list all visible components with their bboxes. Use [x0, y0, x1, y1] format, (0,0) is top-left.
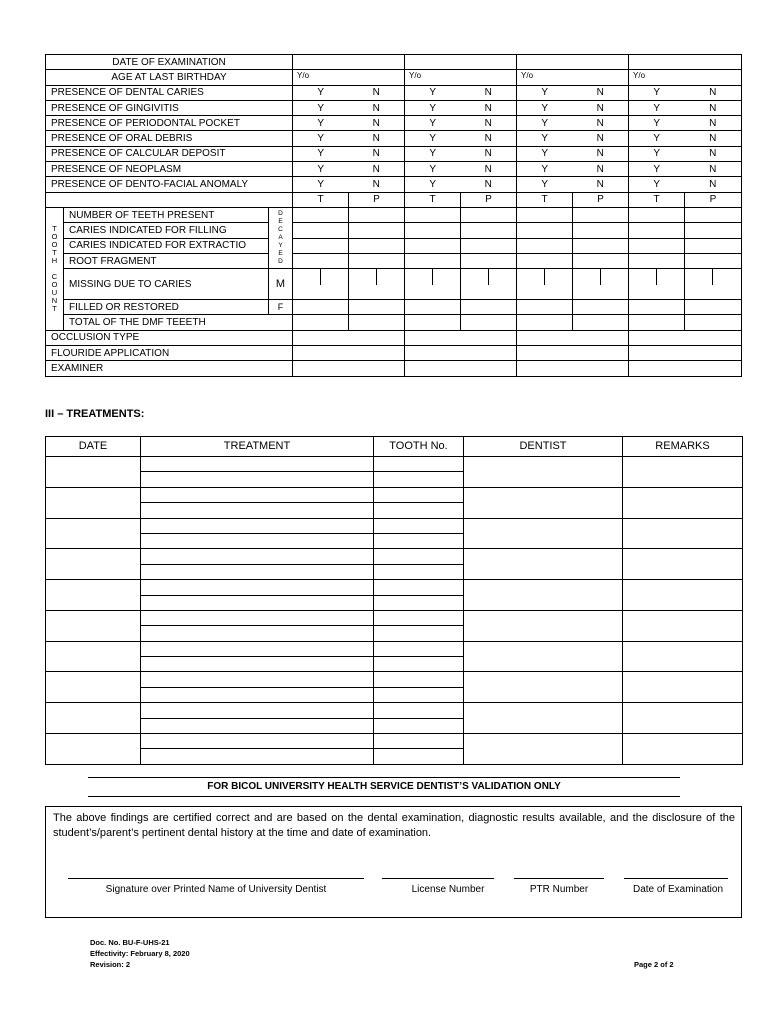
permanent-header: P [685, 192, 742, 207]
bottom-row-label: FLOURIDE APPLICATION [46, 346, 293, 361]
temporary-header: T [293, 192, 349, 207]
date-field[interactable] [629, 55, 742, 70]
no-option[interactable]: N [349, 131, 405, 146]
remarks-cell[interactable] [623, 549, 743, 580]
no-option[interactable]: N [685, 85, 742, 100]
tooth-count-row [46, 238, 742, 253]
treatment-date-cell[interactable] [46, 487, 141, 518]
total-count-cell[interactable] [573, 315, 629, 330]
total-count-cell[interactable] [293, 315, 349, 330]
dental-exam-table [45, 54, 742, 377]
count-cell[interactable] [629, 223, 685, 238]
count-cell[interactable] [629, 238, 685, 253]
dentist-cell[interactable] [464, 580, 623, 611]
tooth-count-row [46, 223, 742, 238]
missing-count-cell[interactable] [293, 269, 349, 300]
presence-label: PRESENCE OF GINGIVITIS [46, 100, 293, 115]
tooth-number-cell[interactable] [374, 533, 464, 548]
total-count-cell[interactable] [685, 315, 742, 330]
count-cell[interactable] [349, 253, 405, 268]
no-option[interactable]: N [685, 146, 742, 161]
no-option[interactable]: N [573, 162, 629, 177]
remarks-cell[interactable] [623, 487, 743, 518]
treatment-cell[interactable] [141, 595, 374, 610]
treatment-row [46, 610, 743, 625]
bottom-row-field[interactable] [629, 330, 742, 345]
remarks-cell[interactable] [623, 641, 743, 672]
tooth-number-cell[interactable] [374, 734, 464, 749]
dentist-cell[interactable] [464, 641, 623, 672]
tooth-number-cell[interactable] [374, 518, 464, 533]
filled-code: F [269, 300, 293, 315]
filled-count-cell[interactable] [405, 300, 461, 315]
count-cell[interactable] [573, 253, 629, 268]
count-cell[interactable] [405, 238, 461, 253]
missing-count-cell[interactable] [685, 269, 742, 300]
doc-number: Doc. No. BU-F-UHS-21 [90, 938, 170, 947]
total-count-cell[interactable] [629, 315, 685, 330]
treatment-cell[interactable] [141, 472, 374, 487]
total-count-cell[interactable] [349, 315, 405, 330]
yes-option[interactable]: Y [405, 131, 461, 146]
yes-option[interactable]: Y [405, 177, 461, 192]
no-option[interactable]: N [461, 85, 517, 100]
tooth-number-cell[interactable] [374, 672, 464, 687]
no-option[interactable]: N [349, 116, 405, 131]
tooth-number-cell[interactable] [374, 657, 464, 672]
treatment-date-cell[interactable] [46, 549, 141, 580]
count-cell[interactable] [405, 207, 461, 222]
yes-option[interactable]: Y [405, 100, 461, 115]
no-option[interactable]: N [349, 85, 405, 100]
dentist-cell[interactable] [464, 487, 623, 518]
filled-count-cell[interactable] [293, 300, 349, 315]
date-field[interactable] [517, 55, 629, 70]
count-cell[interactable] [629, 253, 685, 268]
tooth-count-label: CARIES INDICATED FOR EXTRACTIO [64, 238, 269, 253]
bottom-row-field[interactable] [517, 361, 629, 376]
missing-subdivision [432, 269, 433, 285]
presence-label: PRESENCE OF CALCULAR DEPOSIT [46, 146, 293, 161]
treatment-row [46, 580, 743, 595]
yes-option[interactable]: Y [629, 85, 685, 100]
dentist-signature-label: Signature over Printed Name of University Dentist [105, 884, 327, 895]
treatment-cell[interactable] [141, 718, 374, 733]
no-option[interactable]: N [461, 131, 517, 146]
age-label: AGE AT LAST BIRTHDAY [46, 70, 293, 85]
treatment-row [46, 518, 743, 533]
tooth-number-cell[interactable] [374, 503, 464, 518]
treatment-cell[interactable] [141, 580, 374, 595]
treatment-row [46, 457, 743, 472]
remarks-cell[interactable] [623, 734, 743, 765]
treatment-date-cell[interactable] [46, 672, 141, 703]
tp-header-blank [46, 192, 293, 207]
remarks-cell[interactable] [623, 580, 743, 611]
count-cell[interactable] [461, 238, 517, 253]
age-field[interactable]: Y/o [405, 70, 517, 85]
missing-subdivision [712, 269, 713, 285]
date-of-examination-label: Date of Examination [632, 884, 724, 895]
bottom-row [46, 361, 742, 376]
dentist-cell[interactable] [464, 610, 623, 641]
bottom-row-field[interactable] [629, 346, 742, 361]
count-cell[interactable] [573, 207, 629, 222]
date-of-examination-label: DATE OF EXAMINATION [46, 55, 293, 70]
treatment-cell[interactable] [141, 749, 374, 764]
dentist-signature-line[interactable] [68, 878, 364, 879]
yes-option[interactable]: Y [405, 146, 461, 161]
tooth-count-vertical-label: T O O T H C O U N T [46, 207, 64, 330]
tooth-number-cell[interactable] [374, 472, 464, 487]
header-treatment: TREATMENT [141, 437, 374, 457]
missing-subdivision [376, 269, 377, 285]
treatments-table [45, 436, 743, 765]
treatments-title: III – TREATMENTS: [45, 408, 145, 420]
tooth-count-label: NUMBER OF TEETH PRESENT [64, 207, 269, 222]
treatment-date-cell[interactable] [46, 518, 141, 549]
bottom-row-field[interactable] [629, 361, 742, 376]
certification-statement: The above findings are certified correct and are based on the dental examination, diagnostic results available, and the disclosure of the student’s/parent’s pertinent dental history at the time and date of examination. [53, 812, 735, 839]
permanent-header: P [461, 192, 517, 207]
no-option[interactable]: N [349, 162, 405, 177]
revision: Revision: 2 [90, 960, 131, 969]
treatment-date-cell[interactable] [46, 457, 141, 488]
count-cell[interactable] [293, 238, 349, 253]
filled-count-cell[interactable] [685, 300, 742, 315]
temporary-header: T [517, 192, 573, 207]
missing-count-cell[interactable] [405, 269, 461, 300]
missing-subdivision [656, 269, 657, 285]
yes-option[interactable]: Y [517, 131, 573, 146]
filled-count-cell[interactable] [349, 300, 405, 315]
yes-option[interactable]: Y [405, 85, 461, 100]
count-cell[interactable] [629, 207, 685, 222]
presence-label: PRESENCE OF ORAL DEBRIS [46, 131, 293, 146]
no-option[interactable]: N [573, 85, 629, 100]
presence-label: PRESENCE OF DENTO-FACIAL ANOMALY [46, 177, 293, 192]
yes-option[interactable]: Y [517, 85, 573, 100]
count-cell[interactable] [685, 223, 742, 238]
ptr-number-label: PTR Number [529, 884, 589, 895]
filled-count-cell[interactable] [517, 300, 573, 315]
bottom-row [46, 346, 742, 361]
no-option[interactable]: N [685, 116, 742, 131]
header-tooth-no: TOOTH No. [374, 437, 464, 457]
tooth-count-row [46, 207, 742, 222]
count-cell[interactable] [517, 253, 573, 268]
header-date: DATE [46, 437, 141, 457]
permanent-header: P [349, 192, 405, 207]
filled-count-cell[interactable] [629, 300, 685, 315]
ptr-number-line[interactable] [514, 878, 604, 879]
treatment-cell[interactable] [141, 610, 374, 625]
effectivity: Effectivity: February 8, 2020 [90, 949, 190, 958]
dentist-cell[interactable] [464, 672, 623, 703]
total-row [46, 315, 742, 330]
tooth-number-cell[interactable] [374, 718, 464, 733]
certification-box [45, 806, 742, 918]
remarks-cell[interactable] [623, 703, 743, 734]
presence-row [46, 146, 742, 161]
no-option[interactable]: N [685, 131, 742, 146]
treatment-date-cell[interactable] [46, 734, 141, 765]
yes-option[interactable]: Y [517, 116, 573, 131]
no-option[interactable]: N [461, 116, 517, 131]
count-cell[interactable] [517, 238, 573, 253]
count-cell[interactable] [685, 253, 742, 268]
count-cell[interactable] [517, 223, 573, 238]
permanent-header: P [573, 192, 629, 207]
yes-option[interactable]: Y [293, 131, 349, 146]
age-field[interactable]: Y/o [517, 70, 629, 85]
decayed-vertical-label: D E C A Y E D [269, 207, 293, 268]
age-row [46, 70, 742, 85]
treatment-cell[interactable] [141, 533, 374, 548]
treatment-row [46, 487, 743, 502]
bottom-row-field[interactable] [517, 346, 629, 361]
treatment-cell[interactable] [141, 518, 374, 533]
count-cell[interactable] [685, 207, 742, 222]
treatment-cell[interactable] [141, 657, 374, 672]
remarks-cell[interactable] [623, 610, 743, 641]
treatment-row [46, 549, 743, 564]
bottom-row-field[interactable] [293, 330, 405, 345]
missing-count-cell[interactable] [461, 269, 517, 300]
temporary-header: T [405, 192, 461, 207]
count-cell[interactable] [293, 223, 349, 238]
date-field[interactable] [293, 55, 405, 70]
missing-subdivision [320, 269, 321, 285]
treatment-date-cell[interactable] [46, 610, 141, 641]
total-count-cell[interactable] [405, 315, 461, 330]
tp-header-row [46, 192, 742, 207]
date-of-examination-line[interactable] [624, 878, 728, 879]
treatment-row [46, 641, 743, 656]
total-dmf-label: TOTAL OF THE DMF TEEETH [64, 315, 293, 330]
bottom-row-field[interactable] [405, 330, 517, 345]
tooth-number-cell[interactable] [374, 749, 464, 764]
remarks-cell[interactable] [623, 672, 743, 703]
treatment-row [46, 734, 743, 749]
missing-count-cell[interactable] [349, 269, 405, 300]
temporary-header: T [629, 192, 685, 207]
treatment-cell[interactable] [141, 626, 374, 641]
date-field[interactable] [405, 55, 517, 70]
yes-option[interactable]: Y [517, 100, 573, 115]
count-cell[interactable] [685, 238, 742, 253]
filled-label: FILLED OR RESTORED [64, 300, 269, 315]
no-option[interactable]: N [573, 100, 629, 115]
tooth-number-cell[interactable] [374, 610, 464, 625]
yes-option[interactable]: Y [293, 100, 349, 115]
yes-option[interactable]: Y [293, 146, 349, 161]
no-option[interactable]: N [349, 100, 405, 115]
license-number-line[interactable] [382, 878, 494, 879]
missing-count-cell[interactable] [517, 269, 573, 300]
bottom-row-field[interactable] [293, 361, 405, 376]
bottom-row-field[interactable] [517, 330, 629, 345]
bottom-row-field[interactable] [405, 346, 517, 361]
date-row [46, 55, 742, 70]
yes-option[interactable]: Y [629, 131, 685, 146]
count-cell[interactable] [461, 207, 517, 222]
missing-count-cell[interactable] [629, 269, 685, 300]
presence-row [46, 177, 742, 192]
dentist-cell[interactable] [464, 549, 623, 580]
dentist-cell[interactable] [464, 703, 623, 734]
filled-row [46, 300, 742, 315]
bottom-row-label: EXAMINER [46, 361, 293, 376]
age-field[interactable]: Y/o [293, 70, 405, 85]
yes-option[interactable]: Y [629, 116, 685, 131]
total-count-cell[interactable] [461, 315, 517, 330]
no-option[interactable]: N [461, 162, 517, 177]
yes-option[interactable]: Y [293, 85, 349, 100]
treatment-date-cell[interactable] [46, 580, 141, 611]
yes-option[interactable]: Y [629, 100, 685, 115]
no-option[interactable]: N [573, 131, 629, 146]
tooth-number-cell[interactable] [374, 626, 464, 641]
tooth-number-cell[interactable] [374, 564, 464, 579]
treatment-row [46, 672, 743, 687]
no-option[interactable]: N [461, 100, 517, 115]
tooth-number-cell[interactable] [374, 703, 464, 718]
bottom-row-field[interactable] [405, 361, 517, 376]
filled-count-cell[interactable] [573, 300, 629, 315]
missing-subdivision [488, 269, 489, 285]
no-option[interactable]: N [349, 146, 405, 161]
treatment-row [46, 703, 743, 718]
treatment-cell[interactable] [141, 503, 374, 518]
count-cell[interactable] [405, 223, 461, 238]
yes-option[interactable]: Y [517, 146, 573, 161]
yes-option[interactable]: Y [293, 116, 349, 131]
header-dentist: DENTIST [464, 437, 623, 457]
presence-label: PRESENCE OF NEOPLASM [46, 162, 293, 177]
tooth-count-row [46, 253, 742, 268]
page-number: Page 2 of 2 [634, 960, 674, 969]
bottom-row [46, 330, 742, 345]
presence-row [46, 162, 742, 177]
treatment-cell[interactable] [141, 549, 374, 564]
bottom-row-label: OCCLUSION TYPE [46, 330, 293, 345]
yes-option[interactable]: Y [629, 162, 685, 177]
yes-option[interactable]: Y [517, 177, 573, 192]
no-option[interactable]: N [685, 177, 742, 192]
license-number-label: License Number [411, 884, 485, 895]
presence-row [46, 100, 742, 115]
count-cell[interactable] [349, 223, 405, 238]
no-option[interactable]: N [461, 177, 517, 192]
presence-row [46, 116, 742, 131]
missing-subdivision [600, 269, 601, 285]
missing-code: M [269, 269, 293, 300]
presence-row [46, 85, 742, 100]
treatment-cell[interactable] [141, 687, 374, 702]
treatment-cell[interactable] [141, 564, 374, 579]
missing-label: MISSING DUE TO CARIES [64, 269, 269, 300]
age-field[interactable]: Y/o [629, 70, 742, 85]
missing-row [46, 269, 742, 300]
tooth-number-cell[interactable] [374, 457, 464, 472]
missing-count-cell[interactable] [573, 269, 629, 300]
presence-label: PRESENCE OF DENTAL CARIES [46, 85, 293, 100]
count-cell[interactable] [573, 238, 629, 253]
treatment-cell[interactable] [141, 734, 374, 749]
count-cell[interactable] [461, 223, 517, 238]
tooth-count-label: CARIES INDICATED FOR FILLING [64, 223, 269, 238]
tooth-number-cell[interactable] [374, 687, 464, 702]
no-option[interactable]: N [573, 146, 629, 161]
count-cell[interactable] [573, 223, 629, 238]
dentist-cell[interactable] [464, 734, 623, 765]
yes-option[interactable]: Y [293, 162, 349, 177]
count-cell[interactable] [293, 253, 349, 268]
dentist-cell[interactable] [464, 518, 623, 549]
tooth-number-cell[interactable] [374, 580, 464, 595]
presence-label: PRESENCE OF PERIODONTAL POCKET [46, 116, 293, 131]
dentist-cell[interactable] [464, 457, 623, 488]
treatment-date-cell[interactable] [46, 641, 141, 672]
remarks-cell[interactable] [623, 457, 743, 488]
no-option[interactable]: N [349, 177, 405, 192]
no-option[interactable]: N [685, 100, 742, 115]
treatment-cell[interactable] [141, 703, 374, 718]
tooth-number-cell[interactable] [374, 487, 464, 502]
yes-option[interactable]: Y [405, 162, 461, 177]
treatment-cell[interactable] [141, 457, 374, 472]
treatment-date-cell[interactable] [46, 703, 141, 734]
treatment-cell[interactable] [141, 487, 374, 502]
total-count-cell[interactable] [517, 315, 573, 330]
tooth-number-cell[interactable] [374, 595, 464, 610]
yes-option[interactable]: Y [517, 162, 573, 177]
missing-subdivision [544, 269, 545, 285]
treatment-cell[interactable] [141, 672, 374, 687]
count-cell[interactable] [517, 207, 573, 222]
tooth-number-cell[interactable] [374, 549, 464, 564]
yes-option[interactable]: Y [629, 146, 685, 161]
count-cell[interactable] [405, 253, 461, 268]
bottom-row-field[interactable] [293, 346, 405, 361]
validation-title: FOR BICOL UNIVERSITY HEALTH SERVICE DENTIST’S VALIDATION ONLY [88, 777, 680, 797]
filled-count-cell[interactable] [461, 300, 517, 315]
yes-option[interactable]: Y [405, 116, 461, 131]
header-remarks: REMARKS [623, 437, 743, 457]
yes-option[interactable]: Y [293, 177, 349, 192]
remarks-cell[interactable] [623, 518, 743, 549]
count-cell[interactable] [461, 253, 517, 268]
count-cell[interactable] [349, 207, 405, 222]
no-option[interactable]: N [573, 116, 629, 131]
no-option[interactable]: N [685, 162, 742, 177]
count-cell[interactable] [349, 238, 405, 253]
no-option[interactable]: N [573, 177, 629, 192]
yes-option[interactable]: Y [629, 177, 685, 192]
no-option[interactable]: N [461, 146, 517, 161]
presence-row [46, 131, 742, 146]
tooth-count-label: ROOT FRAGMENT [64, 253, 269, 268]
tooth-number-cell[interactable] [374, 641, 464, 656]
treatment-cell[interactable] [141, 641, 374, 656]
count-cell[interactable] [293, 207, 349, 222]
